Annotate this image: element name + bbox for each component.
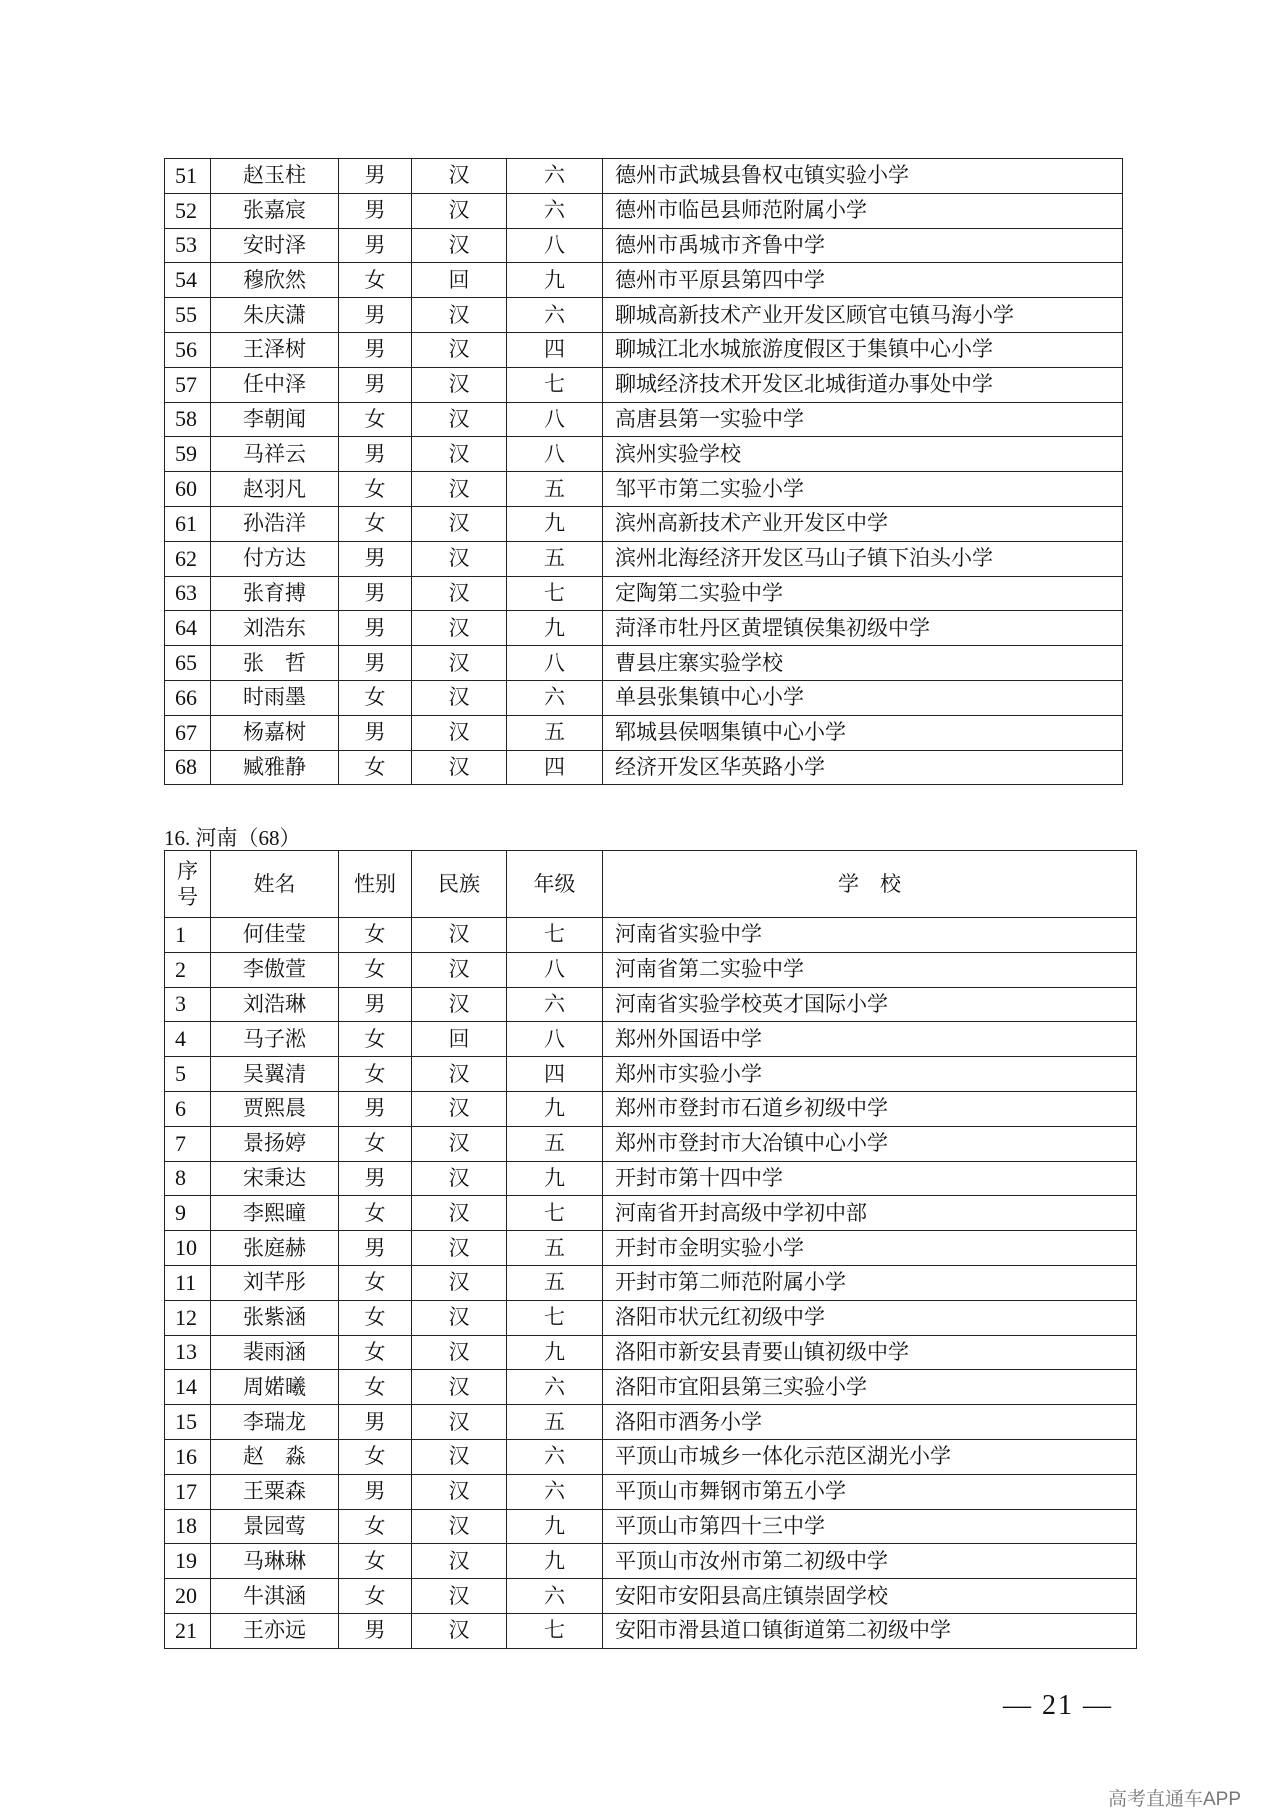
table-row (165, 750, 1123, 785)
cell-grade: 八 (507, 228, 603, 263)
table-row (165, 952, 1137, 987)
cell-school: 滨州高新技术产业开发区中学 (603, 506, 1123, 541)
table-row (165, 298, 1123, 333)
cell-seq: 15 (165, 1405, 211, 1440)
cell-grade: 八 (507, 1022, 603, 1057)
cell-gender: 男 (339, 437, 412, 472)
cell-school: 平顶山市汝州市第二初级中学 (603, 1544, 1137, 1579)
cell-name: 张庭赫 (211, 1231, 339, 1266)
cell-school: 德州市临邑县师范附属小学 (603, 193, 1123, 228)
cell-seq: 4 (165, 1022, 211, 1057)
cell-school: 洛阳市酒务小学 (603, 1405, 1137, 1440)
table-row (165, 680, 1123, 715)
cell-grade: 五 (507, 472, 603, 507)
cell-grade: 七 (507, 367, 603, 402)
cell-ethnicity: 汉 (412, 1509, 507, 1544)
cell-grade: 八 (507, 437, 603, 472)
cell-name: 赵玉柱 (211, 159, 339, 194)
cell-school: 开封市第二师范附属小学 (603, 1265, 1137, 1300)
cell-gender: 男 (339, 193, 412, 228)
cell-gender: 女 (339, 918, 412, 953)
header-grade: 年级 (507, 851, 603, 918)
cell-ethnicity: 汉 (412, 576, 507, 611)
cell-seq: 66 (165, 680, 211, 715)
cell-seq: 5 (165, 1057, 211, 1092)
cell-name: 刘浩琳 (211, 987, 339, 1022)
cell-school: 滨州实验学校 (603, 437, 1123, 472)
cell-school: 洛阳市宜阳县第三实验小学 (603, 1370, 1137, 1405)
cell-ethnicity: 汉 (412, 750, 507, 785)
cell-name: 孙浩洋 (211, 506, 339, 541)
cell-grade: 九 (507, 1091, 603, 1126)
cell-seq: 52 (165, 193, 211, 228)
cell-gender: 男 (339, 159, 412, 194)
cell-gender: 女 (339, 1265, 412, 1300)
cell-gender: 女 (339, 1022, 412, 1057)
cell-gender: 女 (339, 1509, 412, 1544)
cell-seq: 63 (165, 576, 211, 611)
cell-grade: 六 (507, 1370, 603, 1405)
cell-school: 聊城高新技术产业开发区顾官屯镇马海小学 (603, 298, 1123, 333)
table-row (165, 1231, 1137, 1266)
cell-seq: 10 (165, 1231, 211, 1266)
cell-gender: 女 (339, 952, 412, 987)
cell-seq: 11 (165, 1265, 211, 1300)
table-row (165, 1474, 1137, 1509)
cell-school: 河南省第二实验中学 (603, 952, 1137, 987)
cell-name: 李朝闻 (211, 402, 339, 437)
cell-gender: 女 (339, 1335, 412, 1370)
cell-seq: 6 (165, 1091, 211, 1126)
cell-gender: 女 (339, 750, 412, 785)
cell-ethnicity: 汉 (412, 1126, 507, 1161)
cell-seq: 64 (165, 611, 211, 646)
header-ethnicity: 民族 (412, 851, 507, 918)
cell-school: 聊城江北水城旅游度假区于集镇中心小学 (603, 332, 1123, 367)
cell-seq: 65 (165, 646, 211, 681)
cell-name: 刘芊彤 (211, 1265, 339, 1300)
cell-ethnicity: 汉 (412, 437, 507, 472)
cell-school: 河南省实验学校英才国际小学 (603, 987, 1137, 1022)
cell-name: 马子淞 (211, 1022, 339, 1057)
cell-ethnicity: 汉 (412, 1265, 507, 1300)
cell-grade: 六 (507, 159, 603, 194)
cell-school: 安阳市滑县道口镇街道第二初级中学 (603, 1613, 1137, 1648)
cell-seq: 2 (165, 952, 211, 987)
cell-grade: 七 (507, 1196, 603, 1231)
cell-seq: 56 (165, 332, 211, 367)
cell-ethnicity: 汉 (412, 402, 507, 437)
cell-seq: 53 (165, 228, 211, 263)
cell-gender: 女 (339, 1370, 412, 1405)
cell-grade: 九 (507, 506, 603, 541)
cell-name: 朱庆潇 (211, 298, 339, 333)
cell-name: 马琳琳 (211, 1544, 339, 1579)
cell-grade: 八 (507, 402, 603, 437)
table-row (165, 1161, 1137, 1196)
cell-school: 郓城县侯咽集镇中心小学 (603, 715, 1123, 750)
cell-seq: 58 (165, 402, 211, 437)
table-row (165, 367, 1123, 402)
cell-name: 牛淇涵 (211, 1579, 339, 1614)
cell-seq: 21 (165, 1613, 211, 1648)
cell-grade: 六 (507, 1579, 603, 1614)
cell-school: 经济开发区华英路小学 (603, 750, 1123, 785)
cell-gender: 男 (339, 1161, 412, 1196)
cell-grade: 五 (507, 541, 603, 576)
cell-gender: 男 (339, 646, 412, 681)
cell-name: 李熙曈 (211, 1196, 339, 1231)
cell-name: 景园莺 (211, 1509, 339, 1544)
cell-school: 郑州市登封市大冶镇中心小学 (603, 1126, 1137, 1161)
cell-name: 时雨墨 (211, 680, 339, 715)
cell-school: 邹平市第二实验小学 (603, 472, 1123, 507)
cell-grade: 七 (507, 576, 603, 611)
cell-gender: 女 (339, 1126, 412, 1161)
header-school: 学 校 (603, 851, 1137, 918)
cell-school: 单县张集镇中心小学 (603, 680, 1123, 715)
cell-seq: 57 (165, 367, 211, 402)
cell-ethnicity: 汉 (412, 1161, 507, 1196)
cell-grade: 六 (507, 298, 603, 333)
cell-name: 赵 淼 (211, 1439, 339, 1474)
cell-grade: 六 (507, 1474, 603, 1509)
table-row (165, 1544, 1137, 1579)
cell-ethnicity: 汉 (412, 367, 507, 402)
cell-ethnicity: 汉 (412, 506, 507, 541)
cell-ethnicity: 汉 (412, 159, 507, 194)
table-row (165, 576, 1123, 611)
table-row (165, 1579, 1137, 1614)
cell-name: 安时泽 (211, 228, 339, 263)
cell-gender: 男 (339, 987, 412, 1022)
table-row (165, 506, 1123, 541)
cell-school: 定陶第二实验中学 (603, 576, 1123, 611)
cell-gender: 男 (339, 1613, 412, 1648)
cell-seq: 62 (165, 541, 211, 576)
cell-school: 德州市平原县第四中学 (603, 263, 1123, 298)
cell-seq: 59 (165, 437, 211, 472)
cell-grade: 五 (507, 1265, 603, 1300)
cell-school: 郑州市实验小学 (603, 1057, 1137, 1092)
cell-name: 付方达 (211, 541, 339, 576)
table-row (165, 437, 1123, 472)
cell-gender: 男 (339, 1405, 412, 1440)
cell-name: 刘浩东 (211, 611, 339, 646)
cell-ethnicity: 汉 (412, 611, 507, 646)
cell-gender: 女 (339, 1300, 412, 1335)
cell-grade: 八 (507, 646, 603, 681)
cell-seq: 54 (165, 263, 211, 298)
cell-school: 德州市禹城市齐鲁中学 (603, 228, 1123, 263)
table-row (165, 1022, 1137, 1057)
cell-ethnicity: 汉 (412, 1613, 507, 1648)
cell-grade: 九 (507, 1509, 603, 1544)
cell-gender: 男 (339, 715, 412, 750)
cell-name: 穆欣然 (211, 263, 339, 298)
cell-grade: 四 (507, 332, 603, 367)
table-row (165, 611, 1123, 646)
cell-ethnicity: 汉 (412, 715, 507, 750)
cell-ethnicity: 汉 (412, 918, 507, 953)
cell-gender: 女 (339, 263, 412, 298)
cell-school: 滨州北海经济开发区马山子镇下泊头小学 (603, 541, 1123, 576)
cell-school: 德州市武城县鲁权屯镇实验小学 (603, 159, 1123, 194)
table-row (165, 472, 1123, 507)
table-row (165, 332, 1123, 367)
cell-seq: 13 (165, 1335, 211, 1370)
cell-gender: 男 (339, 228, 412, 263)
cell-gender: 男 (339, 298, 412, 333)
table-row (165, 1300, 1137, 1335)
cell-ethnicity: 汉 (412, 1335, 507, 1370)
cell-name: 何佳莹 (211, 918, 339, 953)
cell-seq: 16 (165, 1439, 211, 1474)
cell-seq: 68 (165, 750, 211, 785)
cell-grade: 四 (507, 1057, 603, 1092)
cell-grade: 五 (507, 1126, 603, 1161)
cell-ethnicity: 汉 (412, 1474, 507, 1509)
cell-grade: 七 (507, 1613, 603, 1648)
table-row (165, 402, 1123, 437)
table-row (165, 987, 1137, 1022)
cell-ethnicity: 回 (412, 263, 507, 298)
cell-seq: 1 (165, 918, 211, 953)
cell-name: 张紫涵 (211, 1300, 339, 1335)
cell-school: 开封市金明实验小学 (603, 1231, 1137, 1266)
table-row (165, 918, 1137, 953)
table-row (165, 1439, 1137, 1474)
cell-seq: 12 (165, 1300, 211, 1335)
cell-gender: 女 (339, 1057, 412, 1092)
table-row (165, 1057, 1137, 1092)
cell-gender: 男 (339, 576, 412, 611)
cell-gender: 女 (339, 680, 412, 715)
cell-school: 洛阳市新安县青要山镇初级中学 (603, 1335, 1137, 1370)
cell-seq: 60 (165, 472, 211, 507)
table-row (165, 646, 1123, 681)
cell-ethnicity: 汉 (412, 987, 507, 1022)
cell-gender: 男 (339, 1474, 412, 1509)
students-table-shandong-continued (164, 158, 1123, 785)
cell-grade: 六 (507, 1439, 603, 1474)
cell-grade: 七 (507, 1300, 603, 1335)
cell-ethnicity: 汉 (412, 646, 507, 681)
header-gender: 性别 (339, 851, 412, 918)
cell-ethnicity: 汉 (412, 1405, 507, 1440)
cell-gender: 男 (339, 611, 412, 646)
cell-school: 平顶山市第四十三中学 (603, 1509, 1137, 1544)
cell-gender: 女 (339, 402, 412, 437)
table-row (165, 1335, 1137, 1370)
cell-grade: 九 (507, 611, 603, 646)
cell-ethnicity: 汉 (412, 193, 507, 228)
cell-ethnicity: 汉 (412, 332, 507, 367)
cell-grade: 五 (507, 715, 603, 750)
cell-seq: 18 (165, 1509, 211, 1544)
cell-school: 聊城经济技术开发区北城街道办事处中学 (603, 367, 1123, 402)
cell-ethnicity: 汉 (412, 1544, 507, 1579)
table-row (165, 1091, 1137, 1126)
cell-name: 王亦远 (211, 1613, 339, 1648)
cell-name: 宋秉达 (211, 1161, 339, 1196)
cell-seq: 67 (165, 715, 211, 750)
cell-name: 裴雨涵 (211, 1335, 339, 1370)
table-row (165, 1126, 1137, 1161)
cell-seq: 3 (165, 987, 211, 1022)
cell-name: 赵羽凡 (211, 472, 339, 507)
cell-ethnicity: 汉 (412, 1579, 507, 1614)
cell-name: 王粟森 (211, 1474, 339, 1509)
cell-seq: 20 (165, 1579, 211, 1614)
cell-grade: 九 (507, 263, 603, 298)
cell-grade: 九 (507, 1161, 603, 1196)
cell-ethnicity: 汉 (412, 1196, 507, 1231)
table-row (165, 715, 1123, 750)
cell-name: 马祥云 (211, 437, 339, 472)
cell-name: 李瑞龙 (211, 1405, 339, 1440)
header-name: 姓名 (211, 851, 339, 918)
table-row (165, 541, 1123, 576)
cell-school: 开封市第十四中学 (603, 1161, 1137, 1196)
cell-seq: 8 (165, 1161, 211, 1196)
cell-seq: 61 (165, 506, 211, 541)
cell-grade: 六 (507, 193, 603, 228)
table-row (165, 159, 1123, 194)
cell-seq: 19 (165, 1544, 211, 1579)
cell-gender: 女 (339, 1544, 412, 1579)
page-number: — 21 — (1003, 1690, 1113, 1721)
cell-ethnicity: 汉 (412, 1231, 507, 1266)
cell-gender: 男 (339, 332, 412, 367)
cell-ethnicity: 汉 (412, 680, 507, 715)
table-row (165, 263, 1123, 298)
cell-gender: 男 (339, 1091, 412, 1126)
cell-gender: 女 (339, 1196, 412, 1231)
cell-gender: 男 (339, 541, 412, 576)
cell-name: 张育搏 (211, 576, 339, 611)
cell-gender: 男 (339, 1231, 412, 1266)
cell-school: 郑州外国语中学 (603, 1022, 1137, 1057)
table-row (165, 1613, 1137, 1648)
cell-grade: 六 (507, 680, 603, 715)
cell-seq: 51 (165, 159, 211, 194)
table-row (165, 1370, 1137, 1405)
cell-seq: 14 (165, 1370, 211, 1405)
cell-name: 周婼曦 (211, 1370, 339, 1405)
cell-name: 贾熙晨 (211, 1091, 339, 1126)
cell-name: 臧雅静 (211, 750, 339, 785)
cell-gender: 女 (339, 506, 412, 541)
students-table-henan (164, 850, 1137, 1649)
header-seq: 序 号 (165, 851, 211, 918)
cell-gender: 女 (339, 1579, 412, 1614)
cell-gender: 男 (339, 367, 412, 402)
cell-grade: 七 (507, 918, 603, 953)
cell-ethnicity: 汉 (412, 1370, 507, 1405)
cell-gender: 女 (339, 1439, 412, 1474)
cell-school: 曹县庄寨实验学校 (603, 646, 1123, 681)
cell-seq: 9 (165, 1196, 211, 1231)
cell-ethnicity: 汉 (412, 228, 507, 263)
cell-school: 菏泽市牡丹区黄堽镇侯集初级中学 (603, 611, 1123, 646)
table-row (165, 193, 1123, 228)
cell-grade: 四 (507, 750, 603, 785)
cell-name: 王泽树 (211, 332, 339, 367)
cell-ethnicity: 汉 (412, 1057, 507, 1092)
cell-ethnicity: 汉 (412, 1300, 507, 1335)
cell-grade: 六 (507, 987, 603, 1022)
table-row (165, 1196, 1137, 1231)
cell-name: 景扬婷 (211, 1126, 339, 1161)
cell-seq: 7 (165, 1126, 211, 1161)
cell-ethnicity: 汉 (412, 1091, 507, 1126)
table-row (165, 1509, 1137, 1544)
section-title-henan: 16. 河南（68） (164, 826, 301, 850)
cell-school: 河南省开封高级中学初中部 (603, 1196, 1137, 1231)
table-header-row (165, 851, 1137, 918)
cell-ethnicity: 汉 (412, 1439, 507, 1474)
table-row (165, 1405, 1137, 1440)
cell-name: 杨嘉树 (211, 715, 339, 750)
cell-school: 河南省实验中学 (603, 918, 1137, 953)
cell-school: 洛阳市状元红初级中学 (603, 1300, 1137, 1335)
cell-name: 任中泽 (211, 367, 339, 402)
cell-name: 吴翼清 (211, 1057, 339, 1092)
cell-name: 张 哲 (211, 646, 339, 681)
cell-school: 高唐县第一实验中学 (603, 402, 1123, 437)
cell-grade: 五 (507, 1405, 603, 1440)
cell-grade: 八 (507, 952, 603, 987)
watermark: 高考直通车APP (1108, 1789, 1242, 1810)
cell-school: 平顶山市舞钢市第五小学 (603, 1474, 1137, 1509)
cell-grade: 九 (507, 1335, 603, 1370)
table-row (165, 228, 1123, 263)
cell-name: 张嘉宸 (211, 193, 339, 228)
cell-ethnicity: 汉 (412, 952, 507, 987)
cell-ethnicity: 汉 (412, 472, 507, 507)
cell-ethnicity: 汉 (412, 298, 507, 333)
cell-name: 李傲萱 (211, 952, 339, 987)
cell-ethnicity: 汉 (412, 541, 507, 576)
cell-ethnicity: 回 (412, 1022, 507, 1057)
cell-seq: 55 (165, 298, 211, 333)
cell-school: 安阳市安阳县高庄镇崇固学校 (603, 1579, 1137, 1614)
table-row (165, 1265, 1137, 1300)
cell-gender: 女 (339, 472, 412, 507)
cell-grade: 五 (507, 1231, 603, 1266)
cell-school: 郑州市登封市石道乡初级中学 (603, 1091, 1137, 1126)
cell-seq: 17 (165, 1474, 211, 1509)
cell-school: 平顶山市城乡一体化示范区湖光小学 (603, 1439, 1137, 1474)
cell-grade: 九 (507, 1544, 603, 1579)
